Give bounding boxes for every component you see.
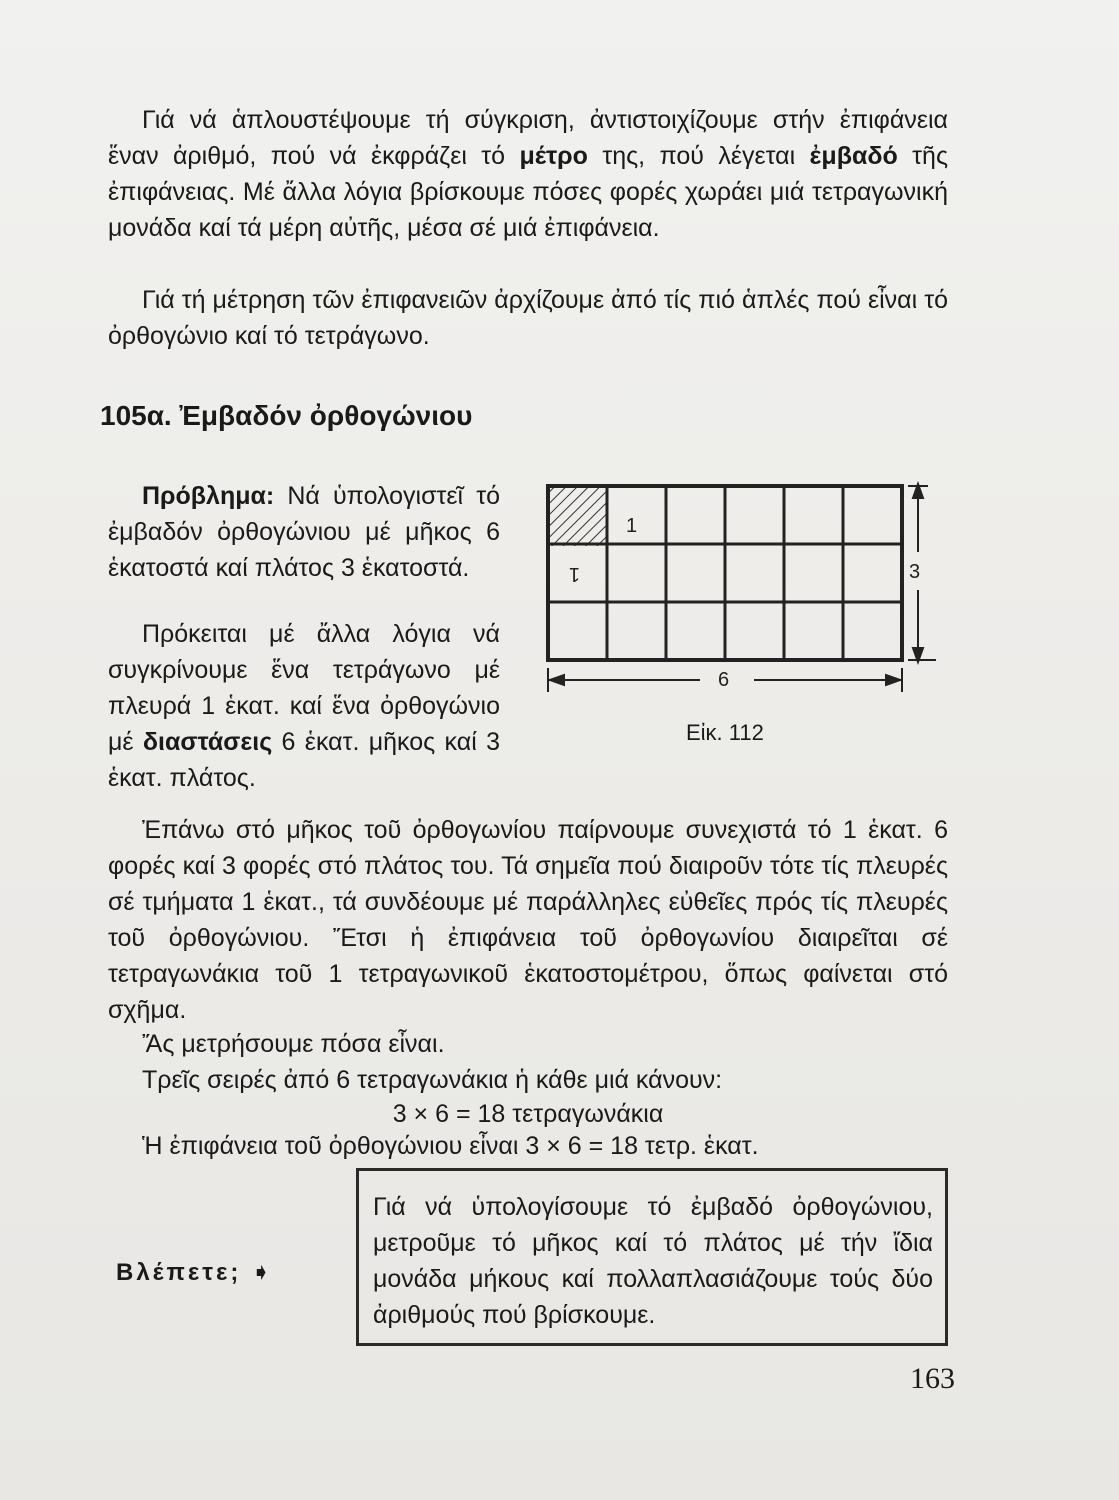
term-diastaseis: διαστάσεις [142,728,273,756]
page-number: 163 [910,1362,955,1395]
rectangle-grid-figure [540,478,950,718]
intro-paragraph [108,102,948,246]
term-emvado: ἐμβαδό [809,142,898,170]
section-heading: 105α. Ἐμβαδόν ὀρθογώνιου [100,400,473,431]
comparison-text-1: Πρόκειται μέ ἄλλα λόγια νά συγκρίνουμε ἕνα τετράγωνο μέ πλευρά 1 ἑκατ. καί ἕνα ὀρθογώνιο μέ [108,620,500,756]
see-it-label: Βλέπετε; ➧ [116,1259,275,1286]
cell-label-top: 1 [626,515,638,537]
comparison-paragraph [108,616,500,796]
intro-text-2: της, πού λέγεται [587,142,810,170]
intro-text-3: τῆς ἐπιφάνειας. Μέ ἄλλα λόγια βρίσκουμε πόσες φορές χωράει μιά τετραγωνική μονάδα καί τά μέρη αὐτῆς, μέσα σέ μιά ἐπιφάνεια. [108,142,948,242]
intro-text-1: Γιά νά ἁπλουστέψουμε τή σύγκριση, ἀντιστοιχίζουμε στήν ἐπιφάνεια ἕναν ἀριθμό, πού νά ἐκφράζει τό [108,106,948,170]
figure-caption: Εἰκ. 112 [686,720,764,745]
result-statement: Ἡ ἐπιφάνεια τοῦ ὀρθογώνιου εἶναι 3 × 6 = 18 τετρ. ἑκατ. [142,1132,759,1160]
cell-label-side: 1 [568,563,580,585]
comparison-text-2: 6 ἑκατ. μῆκος καί 3 ἑκατ. πλάτος. [108,728,500,792]
problem-label: Πρόβλημα: [142,482,275,510]
height-label: 3 [909,561,921,583]
rule-box [356,1168,948,1346]
problem-text: Νά ὑπολογιστεῖ τό ἐμβαδόν ὀρθογώνιου μέ μῆκος 6 ἑκατοστά καί πλάτος 3 ἑκατοστά. [108,482,500,582]
width-label: 6 [718,669,730,691]
formula-line: 3 × 6 = 18 τετραγωνάκια [392,1100,664,1128]
unit-square-hatched [550,488,608,546]
problem-statement [108,478,500,586]
intro-paragraph-2: Γιά τή μέτρηση τῶν ἐπιφανειῶν ἀρχίζουμε ἀπό τίς πιό ἁπλές πού εἶναι τό ὀρθογώνιο καί τό τετράγωνο. [108,286,948,350]
term-metro: μέτρο [519,142,588,170]
rows-statement: Τρεῖς σειρές ἀπό 6 τετραγωνάκια ἡ κάθε μιά κάνουν: [142,1066,723,1094]
rule-text: Γιά νά ὑπολογίσουμε τό ἐμβαδό ὀρθογώνιου, μετροῦμε τό μῆκος καί τό πλάτος μέ τήν ἴδια μονάδα μήκους καί πολλαπλασιάζουμε τούς δύο ἀριθμούς πού βρίσκουμε. [373,1193,933,1329]
count-prompt: Ἄς μετρήσουμε πόσα εἶναι. [142,1030,445,1058]
method-paragraph: Ἐπάνω στό μῆκος τοῦ ὀρθογωνίου παίρνουμε συνεχιστά τό 1 ἑκατ. 6 φορές καί 3 φορές στό πλάτος του. Τά σημεῖα πού διαιροῦν τότε τίς πλευρές σέ τμήματα 1 ἑκατ., τά συνδέουμε μέ παράλληλες εὐθεῖες πρός τίς πλευρές τοῦ ὀρθογώνιου. Ἔτσι ἡ ἐπιφάνεια τοῦ ὀρθογωνίου διαιρεῖται σέ τετραγωνάκια τοῦ 1 τετραγωνικοῦ ἑκατοστομέτρου, ὅπως φαίνεται στό σχῆμα. [108,816,948,1024]
